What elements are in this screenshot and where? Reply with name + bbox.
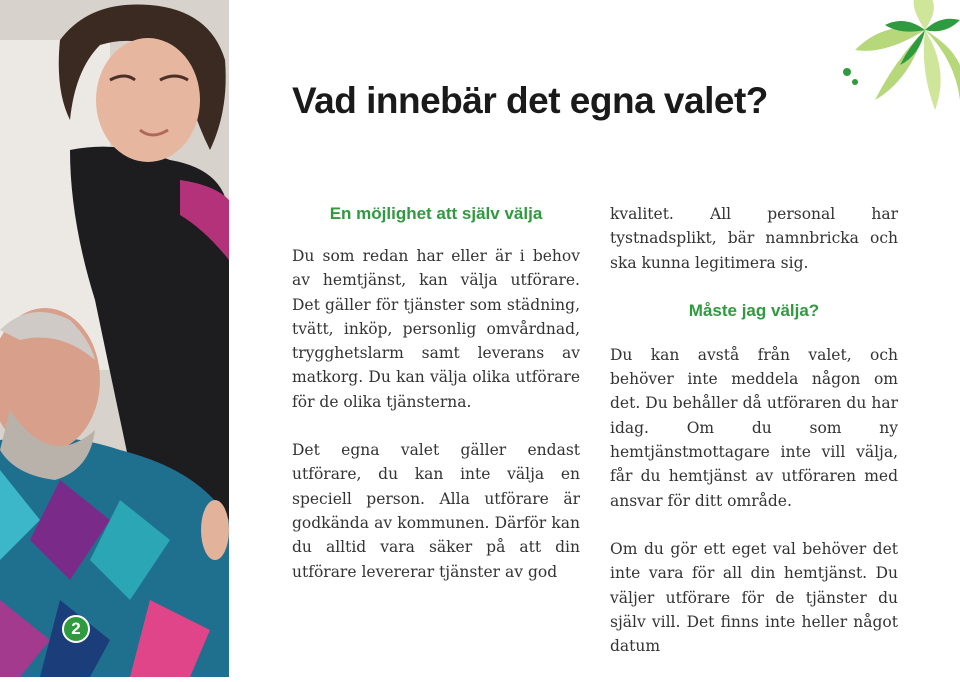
paragraph: Du som redan har eller är i behov av hemtjänst, kan välja utförare. Det gäller för tjänster som städning, tvätt, inköp, personlig omvårdnad, trygghetslarm samt leverans av matkorg. Du kan välja olika utförare för de olika tjänsterna. xyxy=(292,247,580,411)
paragraph-continued: kvalitet. All personal har tystnadsplikt, bär namnbricka och ska kunna legitimera sig. xyxy=(610,205,898,272)
flower-ornament-icon xyxy=(820,0,960,110)
paragraph: Det egna valet gäller endast utförare, du kan inte välja en speciell person. Alla utförare är godkända av kommunen. Därför kan du alltid vara säker på att din utförare levererar tjänster av god xyxy=(292,441,580,581)
left-column xyxy=(292,202,580,584)
photo-illustration xyxy=(0,0,229,677)
cover-photo xyxy=(0,0,229,677)
paragraph: Om du gör ett eget val behöver det inte vara för all din hemtjänst. Du väljer utförare för de tjänster du själv vill. Det finns inte heller något datum xyxy=(610,539,898,656)
paragraph: Du kan avstå från valet, och behöver inte meddela någon om det. Du behåller då utföraren du har idag. Om du som ny hemtjänstmottagare inte vill välja, får du hemtjänst av utföraren med ansvar för ditt område. xyxy=(610,345,898,510)
page-number-badge: 2 xyxy=(62,615,90,643)
page-title: Vad innebär det egna valet? xyxy=(292,80,768,121)
right-column xyxy=(610,202,898,682)
section-heading-must-choose: Måste jag välja? xyxy=(688,300,820,320)
section-heading-choice: En möjlighet att själv välja xyxy=(329,204,543,223)
